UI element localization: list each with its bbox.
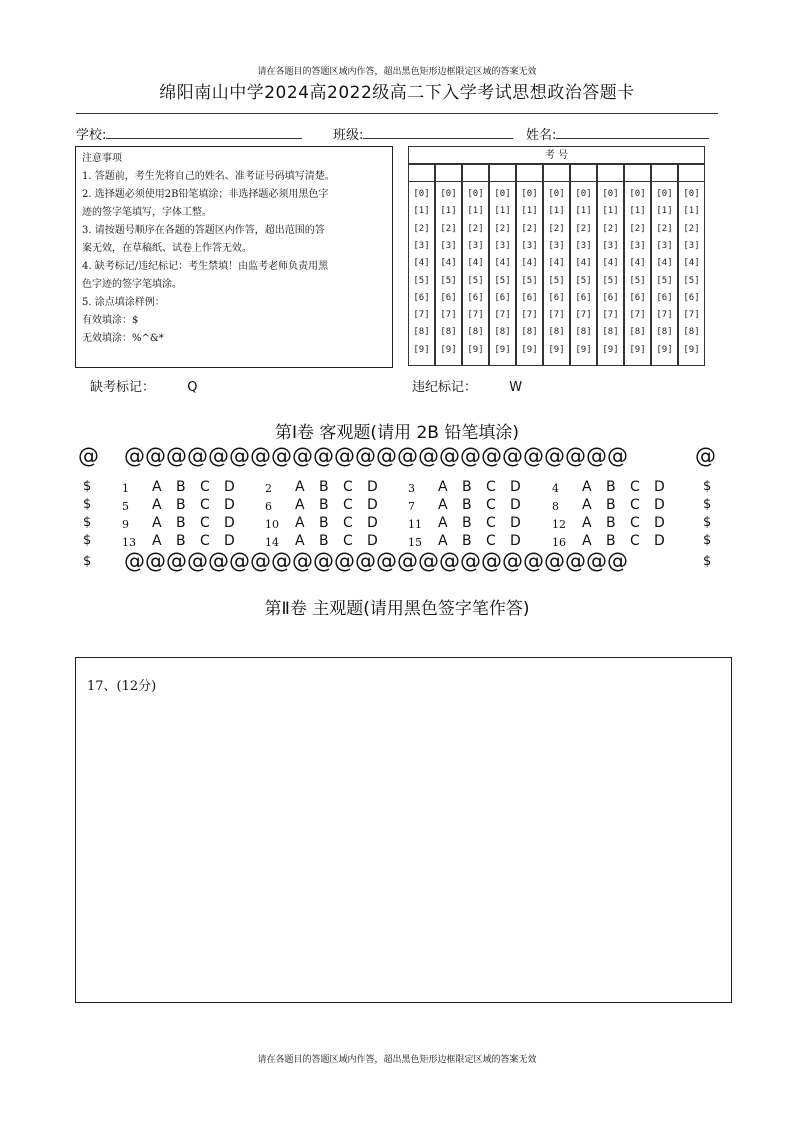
exam-digit-bubble[interactable]: [8]	[440, 327, 457, 338]
exam-digit-bubble[interactable]: [0]	[629, 189, 646, 199]
option-bubble-c[interactable]: C	[343, 515, 353, 531]
exam-number-column	[624, 182, 651, 366]
option-bubble-d[interactable]: D	[510, 479, 521, 495]
exam-digit-bubble[interactable]: [4]	[521, 258, 538, 269]
timing-dollar-right: $	[703, 479, 712, 494]
timing-dollar-left-bottom: $	[83, 554, 92, 569]
option-bubble-d[interactable]: D	[367, 479, 378, 495]
exam-digit-bubble[interactable]: [3]	[575, 240, 592, 251]
exam-digit-bubble[interactable]: [5]	[521, 275, 538, 286]
exam-digit-bubble[interactable]: [2]	[440, 223, 457, 234]
notes-line: 2. 选择题必须使用2B铅笔填涂；非选择题必须用黑色字	[82, 189, 329, 200]
option-bubble-c[interactable]: C	[630, 515, 640, 531]
exam-digit-bubble[interactable]: [6]	[656, 292, 673, 303]
option-bubble-b[interactable]: B	[462, 515, 472, 531]
exam-number-box[interactable]	[489, 164, 516, 182]
timing-dollar-right: $	[703, 497, 712, 512]
exam-number-boxes	[408, 164, 705, 182]
section1-title: 第Ⅰ卷 客观题(请用 2B 铅笔填涂)	[275, 423, 519, 443]
exam-digit-bubble[interactable]: [2]	[602, 223, 619, 234]
timing-mark-top-row: @@@@@@@@@@@@@@@@@@@@@@@@	[124, 444, 628, 468]
bottom-notice: 请在各题目的答题区域内作答，超出黑色矩形边框限定区域的答案无效	[257, 1055, 537, 1065]
timing-dollar-right-bottom: $	[703, 554, 712, 569]
option-bubble-a[interactable]: A	[152, 497, 162, 513]
question-number: 4	[552, 482, 559, 495]
exam-digit-bubble[interactable]: [4]	[629, 258, 646, 269]
notes-lines	[82, 168, 386, 348]
option-bubble-d[interactable]: D	[224, 497, 235, 513]
exam-digit-bubble[interactable]: [4]	[683, 258, 700, 269]
exam-number-box[interactable]	[516, 164, 543, 182]
option-bubble-d[interactable]: D	[510, 497, 521, 513]
exam-digit-bubble[interactable]: [6]	[413, 292, 430, 303]
exam-digit-bubble[interactable]: [2]	[521, 223, 538, 234]
option-bubble-d[interactable]: D	[654, 497, 665, 513]
exam-digit-bubble[interactable]: [1]	[602, 206, 619, 217]
exam-digit-bubble[interactable]: [5]	[440, 275, 457, 286]
exam-digit-bubble[interactable]: [9]	[683, 344, 700, 355]
notes-line: 有效填涂：$	[82, 315, 139, 326]
option-bubble-a[interactable]: A	[152, 479, 162, 495]
question-number: 12	[552, 518, 566, 531]
option-bubble-a[interactable]: A	[295, 479, 305, 495]
exam-number-box[interactable]	[435, 164, 462, 182]
timing-mark-right: @	[695, 444, 716, 468]
timing-dollar-left: $	[83, 533, 92, 548]
option-bubble-b[interactable]: B	[319, 479, 329, 495]
exam-digit-bubble[interactable]: [3]	[656, 240, 673, 251]
exam-digit-bubble[interactable]: [5]	[575, 275, 592, 286]
option-bubble-b[interactable]: B	[462, 479, 472, 495]
option-bubble-d[interactable]: D	[367, 533, 378, 549]
exam-digit-bubble[interactable]: [1]	[521, 206, 538, 217]
exam-digit-bubble[interactable]: [9]	[440, 344, 457, 355]
name-label: 姓名:	[526, 128, 557, 143]
question-number: 10	[265, 518, 279, 531]
exam-digit-bubble[interactable]: [1]	[548, 206, 565, 217]
exam-number-box[interactable]	[570, 164, 597, 182]
absent-mark	[90, 376, 198, 395]
exam-digit-bubble[interactable]: [4]	[656, 258, 673, 269]
exam-number-grid	[408, 146, 705, 366]
exam-digit-bubble[interactable]: [2]	[575, 223, 592, 234]
question-number: 1	[122, 482, 129, 495]
exam-digit-bubble[interactable]: [3]	[413, 240, 430, 251]
exam-digit-bubble[interactable]: [6]	[602, 292, 619, 303]
option-bubble-c[interactable]: C	[486, 533, 496, 549]
option-bubble-a[interactable]: A	[152, 515, 162, 531]
question-17-label: 17、(12分)	[87, 679, 157, 694]
exam-digit-bubble[interactable]: [6]	[629, 292, 646, 303]
option-bubble-c[interactable]: C	[630, 533, 640, 549]
notes-line: 3. 请按题号顺序在各题的答题区内作答，超出范围的答	[82, 225, 325, 236]
exam-digit-bubble[interactable]: [0]	[440, 189, 457, 199]
exam-digit-bubble[interactable]: [8]	[467, 327, 484, 338]
option-bubble-d[interactable]: D	[224, 479, 235, 495]
name-field[interactable]	[526, 124, 709, 143]
exam-digit-bubble[interactable]: [6]	[494, 292, 511, 303]
exam-digit-bubble[interactable]: [2]	[629, 223, 646, 234]
school-field[interactable]	[76, 124, 302, 143]
exam-digit-bubble[interactable]: [5]	[683, 275, 700, 286]
exam-number-column	[651, 182, 678, 366]
school-blank[interactable]	[106, 126, 302, 139]
option-bubble-b[interactable]: B	[462, 533, 472, 549]
class-blank[interactable]	[363, 126, 513, 139]
option-bubble-a[interactable]: A	[438, 479, 448, 495]
option-bubble-c[interactable]: C	[343, 497, 353, 513]
question-number: 13	[122, 536, 136, 549]
exam-digit-bubble[interactable]: [1]	[440, 206, 457, 217]
absent-label: 缺考标记：	[90, 380, 156, 395]
option-bubble-b[interactable]: B	[462, 497, 472, 513]
question-number: 6	[265, 500, 272, 513]
notes-line: 5. 涂点填涂样例：	[82, 297, 165, 308]
timing-dollar-right: $	[703, 515, 712, 530]
option-bubble-c[interactable]: C	[630, 479, 640, 495]
exam-digit-bubble[interactable]: [9]	[575, 344, 592, 355]
exam-digit-bubble[interactable]: [0]	[467, 189, 484, 199]
exam-digit-bubble[interactable]: [2]	[494, 223, 511, 234]
exam-number-box[interactable]	[408, 164, 435, 182]
exam-digit-bubble[interactable]: [7]	[548, 310, 565, 321]
exam-digit-bubble[interactable]: [8]	[602, 327, 619, 338]
option-bubble-a[interactable]: A	[582, 515, 592, 531]
exam-digit-bubble[interactable]: [5]	[548, 275, 565, 286]
option-bubble-a[interactable]: A	[438, 533, 448, 549]
exam-digit-bubble[interactable]: [7]	[656, 310, 673, 321]
exam-digit-bubble[interactable]: [3]	[629, 240, 646, 251]
exam-digit-bubble[interactable]: [3]	[467, 240, 484, 251]
notes-line: 1. 答题前，考生先将自己的姓名、准考证号码填写清楚。	[82, 171, 335, 182]
exam-number-box[interactable]	[543, 164, 570, 182]
exam-digit-bubble[interactable]: [6]	[548, 292, 565, 303]
option-bubble-d[interactable]: D	[367, 515, 378, 531]
exam-digit-bubble[interactable]: [0]	[521, 189, 538, 199]
exam-digit-bubble[interactable]: [9]	[548, 344, 565, 355]
question-number: 8	[552, 500, 559, 513]
option-bubble-b[interactable]: B	[176, 533, 186, 549]
exam-digit-bubble[interactable]: [7]	[521, 310, 538, 321]
school-label: 学校:	[76, 128, 107, 143]
exam-digit-bubble[interactable]: [4]	[413, 258, 430, 269]
exam-number-column	[489, 182, 516, 366]
exam-digit-bubble[interactable]: [7]	[629, 310, 646, 321]
exam-number-box[interactable]	[597, 164, 624, 182]
exam-number-box[interactable]	[624, 164, 651, 182]
notes-line: 迹的签字笔填写，字体工整。	[82, 207, 212, 218]
exam-digit-bubble[interactable]: [4]	[467, 258, 484, 269]
exam-digit-bubble[interactable]: [8]	[494, 327, 511, 338]
violation-label: 违纪标记：	[412, 380, 478, 395]
exam-digit-bubble[interactable]: [1]	[629, 206, 646, 217]
option-bubble-c[interactable]: C	[343, 533, 353, 549]
exam-digit-bubble[interactable]: [9]	[602, 344, 619, 355]
option-bubble-b[interactable]: B	[319, 515, 329, 531]
exam-digit-bubble[interactable]: [6]	[575, 292, 592, 303]
exam-digit-bubble[interactable]: [9]	[494, 344, 511, 355]
exam-number-column	[462, 182, 489, 366]
exam-number-column	[408, 182, 435, 366]
exam-digit-bubble[interactable]: [1]	[413, 206, 430, 217]
exam-digit-bubble[interactable]: [0]	[656, 189, 673, 199]
exam-digit-bubble[interactable]: [0]	[575, 189, 592, 199]
exam-digit-bubble[interactable]: [2]	[683, 223, 700, 234]
notes-line: 无效填涂：%^&*	[82, 333, 164, 344]
class-label: 班级:	[333, 128, 364, 143]
absent-symbol: Q	[187, 380, 198, 395]
exam-digit-bubble[interactable]: [9]	[656, 344, 673, 355]
exam-digit-bubble[interactable]: [8]	[683, 327, 700, 338]
exam-digit-bubble[interactable]: [8]	[575, 327, 592, 338]
exam-digit-bubble[interactable]: [1]	[683, 206, 700, 217]
exam-digit-bubble[interactable]: [8]	[413, 327, 430, 338]
exam-digit-bubble[interactable]: [4]	[548, 258, 565, 269]
exam-digit-bubble[interactable]: [6]	[440, 292, 457, 303]
option-bubble-c[interactable]: C	[486, 497, 496, 513]
exam-number-column	[597, 182, 624, 366]
option-bubble-b[interactable]: B	[606, 497, 616, 513]
question-number: 7	[408, 500, 415, 513]
exam-digit-bubble[interactable]: [5]	[467, 275, 484, 286]
exam-digit-bubble[interactable]: [0]	[683, 189, 700, 199]
exam-digit-bubble[interactable]: [1]	[575, 206, 592, 217]
exam-digit-bubble[interactable]: [4]	[440, 258, 457, 269]
option-bubble-b[interactable]: B	[606, 479, 616, 495]
exam-number-column	[516, 182, 543, 366]
option-bubble-c[interactable]: C	[200, 479, 210, 495]
exam-digit-bubble[interactable]: [8]	[521, 327, 538, 338]
exam-number-box[interactable]	[678, 164, 705, 182]
option-bubble-a[interactable]: A	[438, 515, 448, 531]
exam-digit-bubble[interactable]: [7]	[467, 310, 484, 321]
exam-digit-bubble[interactable]: [5]	[656, 275, 673, 286]
exam-number-column	[435, 182, 462, 366]
exam-digit-bubble[interactable]: [6]	[521, 292, 538, 303]
option-bubble-d[interactable]: D	[224, 515, 235, 531]
exam-digit-bubble[interactable]: [0]	[413, 189, 430, 199]
option-bubble-a[interactable]: A	[438, 497, 448, 513]
option-bubble-c[interactable]: C	[200, 515, 210, 531]
timing-mark-left: @	[78, 444, 99, 468]
option-bubble-d[interactable]: D	[654, 515, 665, 531]
option-bubble-a[interactable]: A	[152, 533, 162, 549]
exam-digit-bubble[interactable]: [9]	[467, 344, 484, 355]
exam-digit-bubble[interactable]: [4]	[602, 258, 619, 269]
section2-title: 第Ⅱ卷 主观题(请用黑色签字笔作答)	[264, 599, 530, 619]
exam-digit-bubble[interactable]: [7]	[683, 310, 700, 321]
exam-digit-bubble[interactable]: [6]	[683, 292, 700, 303]
exam-digit-bubble[interactable]: [4]	[575, 258, 592, 269]
exam-digit-bubble[interactable]: [5]	[494, 275, 511, 286]
exam-digit-bubble[interactable]: [4]	[494, 258, 511, 269]
exam-digit-bubble[interactable]: [9]	[413, 344, 430, 355]
option-bubble-c[interactable]: C	[343, 479, 353, 495]
exam-digit-bubble[interactable]: [1]	[467, 206, 484, 217]
exam-digit-bubble[interactable]: [5]	[413, 275, 430, 286]
option-bubble-d[interactable]: D	[654, 533, 665, 549]
question-number: 14	[265, 536, 279, 549]
option-bubble-b[interactable]: B	[319, 497, 329, 513]
option-bubble-b[interactable]: B	[606, 533, 616, 549]
timing-dollar-right: $	[703, 533, 712, 548]
question-number: 5	[122, 500, 129, 513]
exam-digit-bubble[interactable]: [9]	[629, 344, 646, 355]
question-number: 15	[408, 536, 422, 549]
exam-digit-bubble[interactable]: [7]	[494, 310, 511, 321]
exam-number-header: 考 号	[408, 146, 705, 164]
exam-digit-bubble[interactable]: [7]	[440, 310, 457, 321]
timing-dollar-left: $	[83, 497, 92, 512]
option-bubble-a[interactable]: A	[582, 533, 592, 549]
notes-line: 4. 缺考标记/违纪标记：考生禁填！由监考老师负责用黑	[82, 261, 329, 272]
option-bubble-c[interactable]: C	[486, 515, 496, 531]
exam-digit-bubble[interactable]: [5]	[629, 275, 646, 286]
exam-digit-bubble[interactable]: [3]	[521, 240, 538, 251]
exam-number-column	[570, 182, 597, 366]
top-notice: 请在各题目的答题区域内作答，超出黑色矩形边框限定区域的答案无效	[257, 67, 537, 77]
option-bubble-c[interactable]: C	[630, 497, 640, 513]
exam-digit-bubble[interactable]: [2]	[656, 223, 673, 234]
option-bubble-b[interactable]: B	[176, 515, 186, 531]
exam-number-box[interactable]	[462, 164, 489, 182]
exam-digit-bubble[interactable]: [0]	[548, 189, 565, 199]
exam-digit-bubble[interactable]: [0]	[602, 189, 619, 199]
answer-box-17[interactable]	[75, 657, 732, 1003]
exam-digit-bubble[interactable]: [2]	[467, 223, 484, 234]
option-bubble-c[interactable]: C	[200, 497, 210, 513]
exam-digit-bubble[interactable]: [3]	[602, 240, 619, 251]
notes-line: 色字迹的签字笔填涂。	[82, 279, 182, 290]
option-bubble-d[interactable]: D	[224, 533, 235, 549]
violation-symbol: W	[509, 380, 523, 395]
exam-digit-bubble[interactable]: [2]	[548, 223, 565, 234]
question-number: 2	[265, 482, 272, 495]
option-bubble-a[interactable]: A	[295, 533, 305, 549]
option-bubble-a[interactable]: A	[295, 515, 305, 531]
exam-digit-bubble[interactable]: [1]	[656, 206, 673, 217]
option-bubble-c[interactable]: C	[200, 533, 210, 549]
exam-digit-bubble[interactable]: [5]	[602, 275, 619, 286]
option-bubble-b[interactable]: B	[606, 515, 616, 531]
exam-number-column	[678, 182, 705, 366]
exam-digit-bubble[interactable]: [7]	[575, 310, 592, 321]
timing-mark-bottom-row: @@@@@@@@@@@@@@@@@@@@@@@@	[124, 549, 628, 573]
exam-digit-bubble[interactable]: [8]	[629, 327, 646, 338]
exam-digit-bubble[interactable]: [1]	[494, 206, 511, 217]
page-title: 绵阳南山中学2024高2022级高二下入学考试思想政治答题卡	[159, 83, 635, 103]
exam-digit-bubble[interactable]: [8]	[656, 327, 673, 338]
option-bubble-b[interactable]: B	[176, 479, 186, 495]
exam-digit-bubble[interactable]: [7]	[602, 310, 619, 321]
question-number: 3	[408, 482, 415, 495]
option-bubble-d[interactable]: D	[510, 515, 521, 531]
notes-heading: 注意事项	[82, 153, 122, 164]
exam-digit-bubble[interactable]: [2]	[413, 223, 430, 234]
option-bubble-d[interactable]: D	[367, 497, 378, 513]
class-field[interactable]	[333, 124, 513, 143]
violation-mark	[412, 376, 522, 395]
exam-digit-bubble[interactable]: [3]	[683, 240, 700, 251]
timing-dollar-left: $	[83, 479, 92, 494]
exam-digit-bubble[interactable]: [0]	[494, 189, 511, 199]
exam-digit-bubble[interactable]: [7]	[413, 310, 430, 321]
option-bubble-a[interactable]: A	[582, 497, 592, 513]
option-bubble-b[interactable]: B	[319, 533, 329, 549]
exam-digit-bubble[interactable]: [6]	[467, 292, 484, 303]
option-bubble-d[interactable]: D	[510, 533, 521, 549]
notes-line: 案无效，在草稿纸、试卷上作答无效。	[82, 243, 252, 254]
timing-dollar-left: $	[83, 515, 92, 530]
option-bubble-d[interactable]: D	[654, 479, 665, 495]
option-bubble-a[interactable]: A	[582, 479, 592, 495]
exam-number-column	[543, 182, 570, 366]
exam-digit-bubble[interactable]: [3]	[494, 240, 511, 251]
exam-digit-bubble[interactable]: [3]	[440, 240, 457, 251]
title-divider	[76, 113, 718, 114]
exam-number-box[interactable]	[651, 164, 678, 182]
exam-digit-bubble[interactable]: [3]	[548, 240, 565, 251]
notes-box	[75, 146, 393, 368]
question-number: 16	[552, 536, 566, 549]
exam-digit-bubble[interactable]: [9]	[521, 344, 538, 355]
name-blank[interactable]	[556, 126, 709, 139]
option-bubble-c[interactable]: C	[486, 479, 496, 495]
option-bubble-a[interactable]: A	[295, 497, 305, 513]
question-number: 9	[122, 518, 129, 531]
option-bubble-b[interactable]: B	[176, 497, 186, 513]
exam-digit-bubble[interactable]: [8]	[548, 327, 565, 338]
question-number: 11	[408, 518, 422, 531]
